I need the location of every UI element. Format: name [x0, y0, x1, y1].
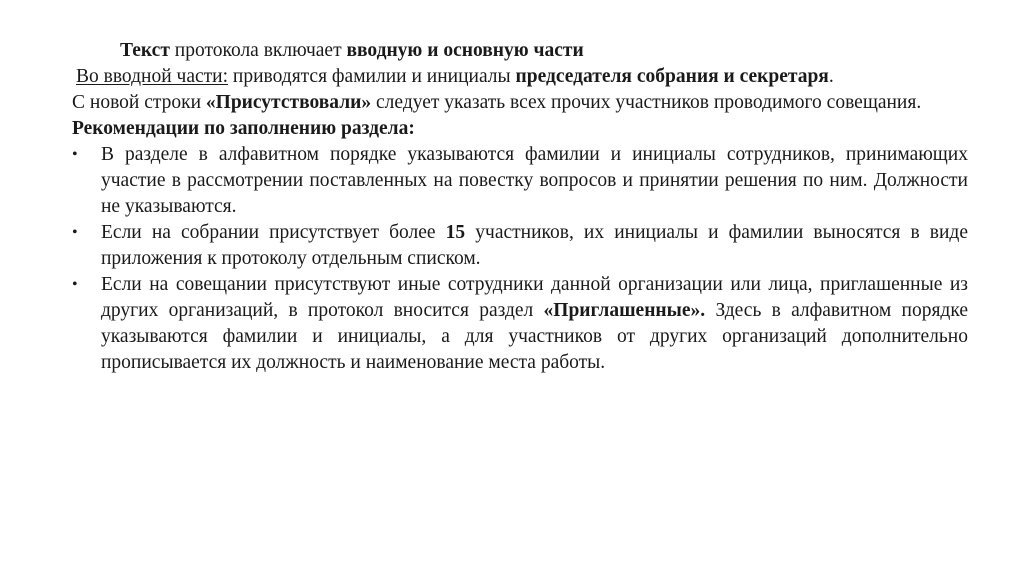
- plain-text: приводятся фамилии и инициалы: [228, 66, 516, 87]
- plain-text: Если на собрании присутствует более: [101, 222, 446, 243]
- plain-text: С новой строки: [72, 92, 206, 113]
- plain-text: участников, их инициалы и фамилии выносятся в виде приложения к протоколу отдельным списком.: [101, 222, 968, 269]
- intro-label: Во вводной части:: [76, 66, 229, 87]
- bullet-icon: •: [72, 224, 78, 241]
- bold-text: Текст: [120, 40, 170, 61]
- plain-text: .: [828, 66, 834, 87]
- bold-text: председателя собрания и секретаря: [515, 66, 829, 87]
- bullet-icon: •: [72, 146, 78, 163]
- text-block: [72, 38, 968, 376]
- heading-text: Рекомендации по заполнению раздела:: [72, 118, 415, 139]
- intro-line-introductory-part: [72, 64, 968, 90]
- list-item: [72, 272, 968, 376]
- plain-text: Если на совещании присутствуют иные сотрудники данной организации или лица, приглашенные из других организаций, в протокол вносится раздел: [101, 274, 968, 321]
- bold-text: вводную и основную части: [346, 40, 584, 61]
- list-item: [72, 220, 968, 272]
- recommendations-heading: [72, 116, 968, 142]
- intro-line-present: [72, 90, 968, 116]
- plain-text: Здесь в алфавитном порядке указываются фамилии и инициалы, а для участников от других организаций дополнительно прописывается их должность и наименование места работы.: [101, 300, 968, 373]
- bullet-icon: •: [72, 276, 78, 293]
- bold-text: «Присутствовали»: [205, 92, 372, 113]
- recommendations-list: [72, 142, 968, 376]
- intro-line-protocol-parts: [72, 38, 968, 64]
- bold-text: 15: [445, 222, 466, 243]
- plain-text: следует указать всех прочих участников проводимого совещания.: [371, 92, 922, 113]
- plain-text: В разделе в алфавитном порядке указываются фамилии и инициалы сотрудников, принимающих участие в рассмотрении поставленных на повестку вопросов и принятии решения по ним. Должности не указываются.: [101, 144, 968, 217]
- list-item: [72, 142, 968, 220]
- bold-text: «Приглашенные».: [543, 300, 706, 321]
- plain-text: протокола включает: [169, 40, 347, 61]
